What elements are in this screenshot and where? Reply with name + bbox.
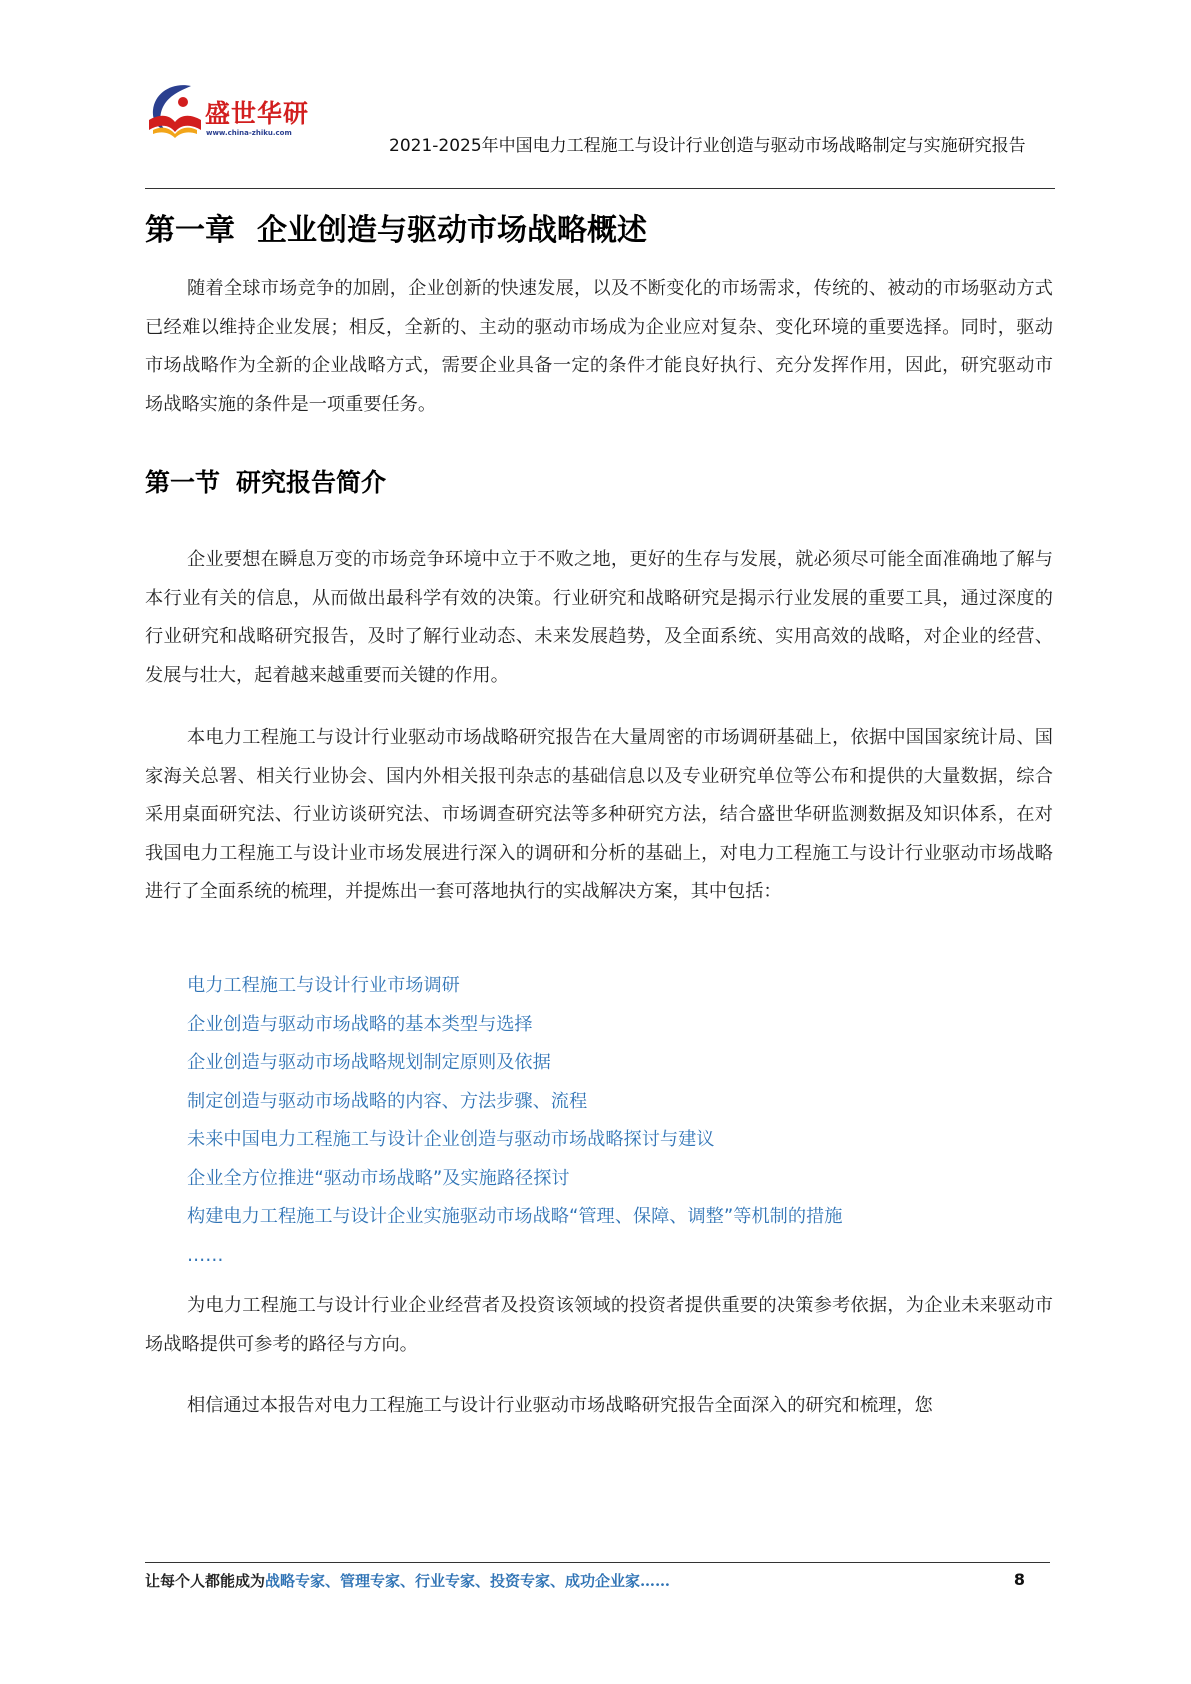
list-item: 制定创造与驱动市场战略的内容、方法步骤、流程 <box>187 1090 588 1112</box>
header-divider <box>145 188 1055 189</box>
footer-slogan-roles: 战略专家、管理专家、行业专家、投资专家、成功企业家…… <box>265 1572 671 1590</box>
list-item-ellipsis: …… <box>187 1244 224 1266</box>
chapter-number: 第一章 <box>145 213 235 248</box>
body-paragraph-4: 相信通过本报告对电力工程施工与设计行业驱动市场战略研究报告全面深入的研究和梳理，您 <box>187 1395 933 1416</box>
body-paragraph-3: 为电力工程施工与设计行业企业经营者及投资该领域的投资者提供重要的决策参考依据，为企业未来驱动市场战略提供可参考的路径与方向。 <box>145 1295 1053 1355</box>
footer-divider <box>145 1562 1050 1563</box>
chapter-title: 企业创造与驱动市场战略概述 <box>257 213 647 248</box>
footer-slogan-lead: 让每个人都能成为 <box>145 1572 266 1590</box>
logo-wordmark: 盛世华研 <box>205 99 310 128</box>
list-item: 未来中国电力工程施工与设计企业创造与驱动市场战略探讨与建议 <box>187 1129 715 1150</box>
logo-url: www.china-zhiku.com <box>206 129 292 137</box>
body-paragraph-1: 企业要想在瞬息万变的市场竞争环境中立于不败之地，更好的生存与发展，就必须尽可能全面准确地了解与本行业有关的信息，从而做出最科学有效的决策。行业研究和战略研究是揭示行业发展的重要工具，通过深度的行业研究和战略研究报告，及时了解行业动态、未来发展趋势，及全面系统、实用高效的战略，对企业的经营、发展与壮大，起着越来越重要而关键的作用。 <box>145 549 1053 686</box>
section-title: 研究报告简介 <box>236 468 387 497</box>
list-item: 企业创造与驱动市场战略的基本类型与选择 <box>187 1013 533 1035</box>
section-heading <box>145 463 386 499</box>
body-paragraph-2: 本电力工程施工与设计行业驱动市场战略研究报告在大量周密的市场调研基础上，依据中国国家统计局、国家海关总署、相关行业协会、国内外相关报刊杂志的基础信息以及专业研究单位等公布和提供的大量数据，综合采用桌面研究法、行业访谈研究法、市场调查研究法等多种研究方法，结合盛世华研监测数据及知识体系，在对我国电力工程施工与设计业市场发展进行深入的调研和分析的基础上，对电力工程施工与设计行业驱动市场战略进行了全面系统的梳理，并提炼出一套可落地执行的实战解决方案，其中包括： <box>145 727 1053 902</box>
page-footer <box>145 1570 1050 1600</box>
list-item: 构建电力工程施工与设计企业实施驱动市场战略“管理、保障、调整”等机制的措施 <box>187 1206 843 1227</box>
report-title: 2021-2025年中国电力工程施工与设计行业创造与驱动市场战略制定与实施研究报告 <box>389 136 1026 156</box>
section-number: 第一节 <box>145 468 221 497</box>
list-item: 企业全方位推进“驱动市场战略”及实施路径探讨 <box>187 1167 570 1189</box>
page-number: 8 <box>1013 1570 1025 1589</box>
list-item: 电力工程施工与设计行业市场调研 <box>187 975 460 996</box>
chapter-heading <box>145 205 647 249</box>
intro-paragraph: 随着全球市场竞争的加剧，企业创新的快速发展，以及不断变化的市场需求，传统的、被动的市场驱动方式已经难以维持企业发展；相反，全新的、主动的驱动市场成为企业应对复杂、变化环境的重要选择。同时，驱动市场战略作为全新的企业战略方式，需要企业具备一定的条件才能良好执行、充分发挥作用，因此，研究驱动市场战略实施的条件是一项重要任务。 <box>145 278 1053 415</box>
list-item: 企业创造与驱动市场战略规划制定原则及依据 <box>187 1052 551 1073</box>
contents-list <box>187 967 842 1275</box>
page-header <box>145 80 1053 188</box>
